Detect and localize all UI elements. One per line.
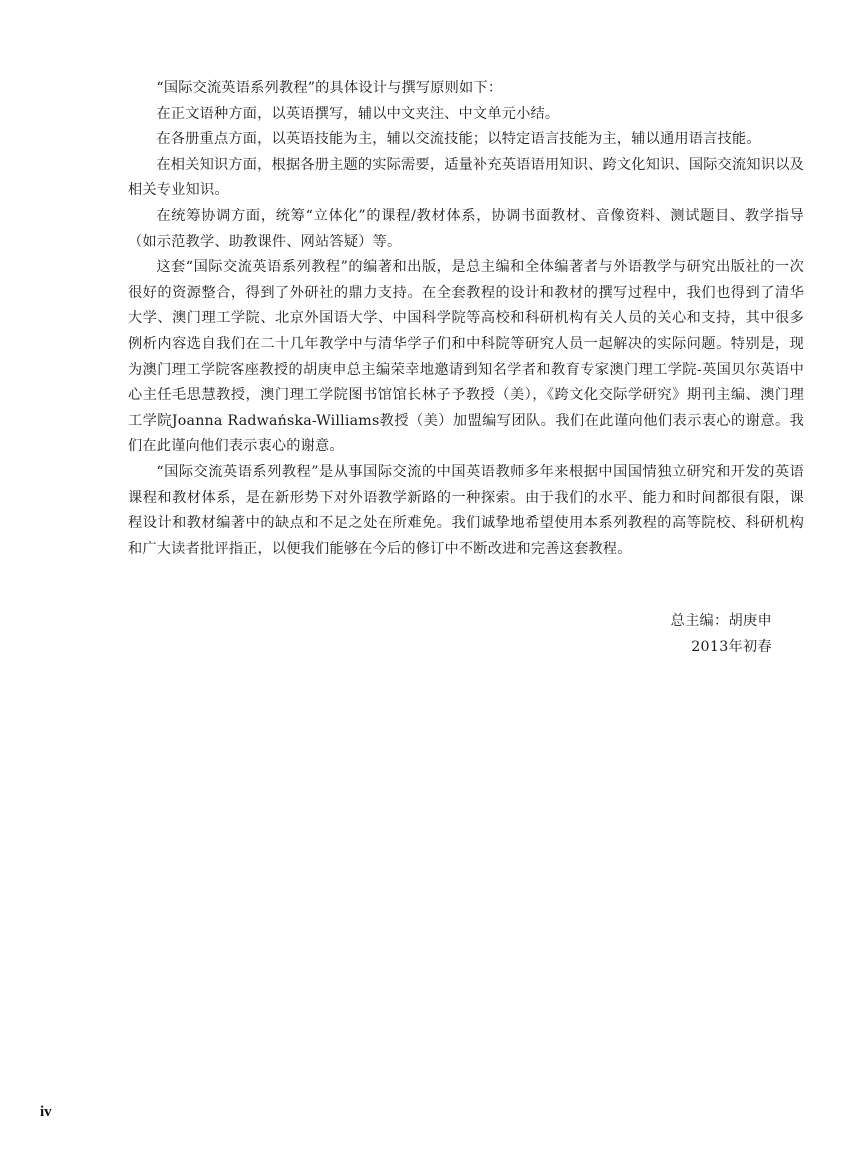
paragraph-language: 在正文语种方面，以英语撰写，辅以中文夹注、中文单元小结。 xyxy=(156,105,560,122)
page-number: iv xyxy=(40,1104,52,1120)
signature-date: 2013年初春 xyxy=(691,639,772,655)
paragraph-closing: “国际交流英语系列教程”是从事国际交流的中国英语教师多年来根据中国国情独立研究和开发的英语课程和教材体系，是在新形势下对外语教学新路的一种探索。由于我们的水平、能力和时间都很有限，课程设计和教材编著中的缺点和不足之处在所难免。我们诚挚地希望使用本系列教程的高等院校、科研机构和广大读者批评指正，以便我们能够在今后的修订中不断改进和完善这套教程。 xyxy=(128,463,804,557)
paragraph-focus: 在各册重点方面，以英语技能为主，辅以交流技能；以特定语言技能为主，辅以通用语言技能。 xyxy=(156,131,761,148)
paragraph-knowledge: 在相关知识方面，根据各册主题的实际需要，适量补充英语语用知识、跨文化知识、国际交流知识以及相关专业知识。 xyxy=(128,156,804,199)
paragraph-coordination: 在统筹协调方面，统筹“立体化”的课程/教材体系，协调书面教材、音像资料、测试题目、教学指导（如示范教学、助教课件、网站答疑）等。 xyxy=(128,207,804,250)
body-text xyxy=(128,76,804,562)
signature-editor: 总主编：胡庚申 xyxy=(670,613,772,629)
signature-block xyxy=(560,608,772,660)
paragraph-acknowledgements: 这套“国际交流英语系列教程”的编著和出版，是总主编和全体编著者与外语教学与研究出版社的一次很好的资源整合，得到了外研社的鼎力支持。在全套教程的设计和教材的撰写过程中，我们也得到了清华大学、澳门理工学院、北京外国语大学、中国科学院等高校和科研机构有关人员的关心和支持，其中很多例析内容选自我们在二十几年教学中与清华学子们和中科院等研究人员一起解决的实际问题。特别是，现为澳门理工学院客座教授的胡庚申总主编荣幸地邀请到知名学者和教育专家澳门理工学院-英国贝尔英语中心主任毛思慧教授，澳门理工学院图书馆馆长林子予教授（美），《跨文化交际学研究》期刊主编、澳门理工学院Joanna Radwańska-Williams教授（美）加盟编写团队。我们在此谨向他们表示衷心的谢意。我们在此谨向他们表示衷心的谢意。 xyxy=(128,259,804,455)
paragraph-principles-intro: “国际交流英语系列教程”的具体设计与撰写原则如下： xyxy=(156,80,503,96)
